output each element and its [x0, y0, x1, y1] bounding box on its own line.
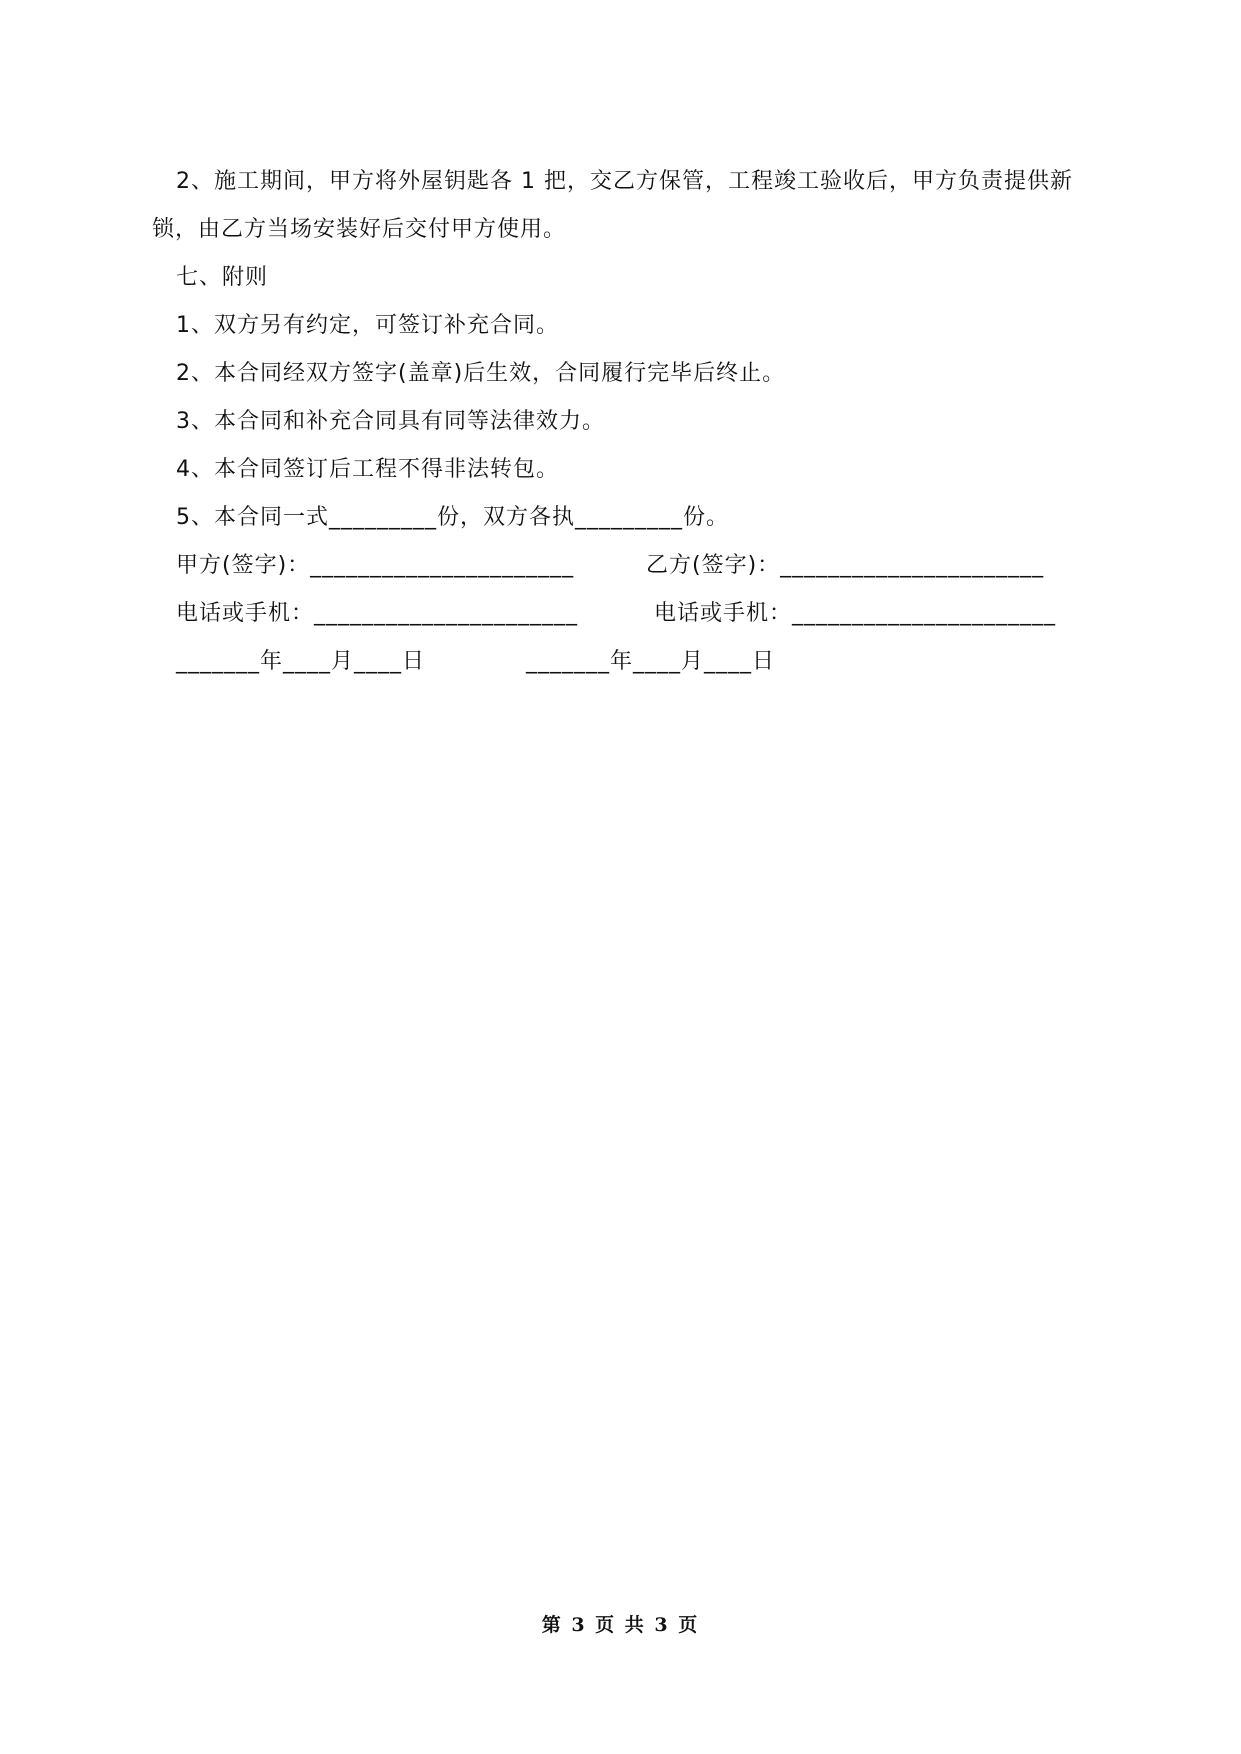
phone-row	[152, 590, 1092, 638]
clause-no-subcontract: 4、本合同签订后工程不得非法转包。	[176, 457, 559, 482]
document-body	[152, 158, 1092, 686]
section-heading-appendix: 七、附则	[176, 265, 269, 290]
date-row	[152, 638, 1092, 686]
party-a-signature: 甲方(签字)：______________________	[176, 553, 575, 578]
party-b-signature: 乙方(签字)：______________________	[646, 553, 1045, 578]
party-a-date: _______年____月____日	[176, 649, 426, 674]
clause-key-handover: 2、施工期间，甲方将外屋钥匙各 1 把，交乙方保管，工程竣工验收后，甲方负责提供新锁，由乙方当场安装好后交付甲方使用。	[152, 169, 1073, 242]
party-b-phone: 电话或手机：______________________	[654, 601, 1057, 626]
page-footer	[0, 1610, 1241, 1637]
clause-supplementary: 1、双方另有约定，可签订补充合同。	[176, 313, 559, 338]
clause-legal-effect: 3、本合同和补充合同具有同等法律效力。	[176, 409, 605, 434]
party-a-phone: 电话或手机：______________________	[176, 601, 579, 626]
party-b-date: _______年____月____日	[526, 649, 776, 674]
clause-copies: 5、本合同一式_________份，双方各执_________份。	[176, 505, 729, 530]
clause-effective: 2、本合同经双方签字(盖章)后生效，合同履行完毕后终止。	[176, 361, 786, 386]
page-number-label: 第 3 页 共 3 页	[541, 1614, 700, 1636]
signature-row	[152, 542, 1092, 590]
